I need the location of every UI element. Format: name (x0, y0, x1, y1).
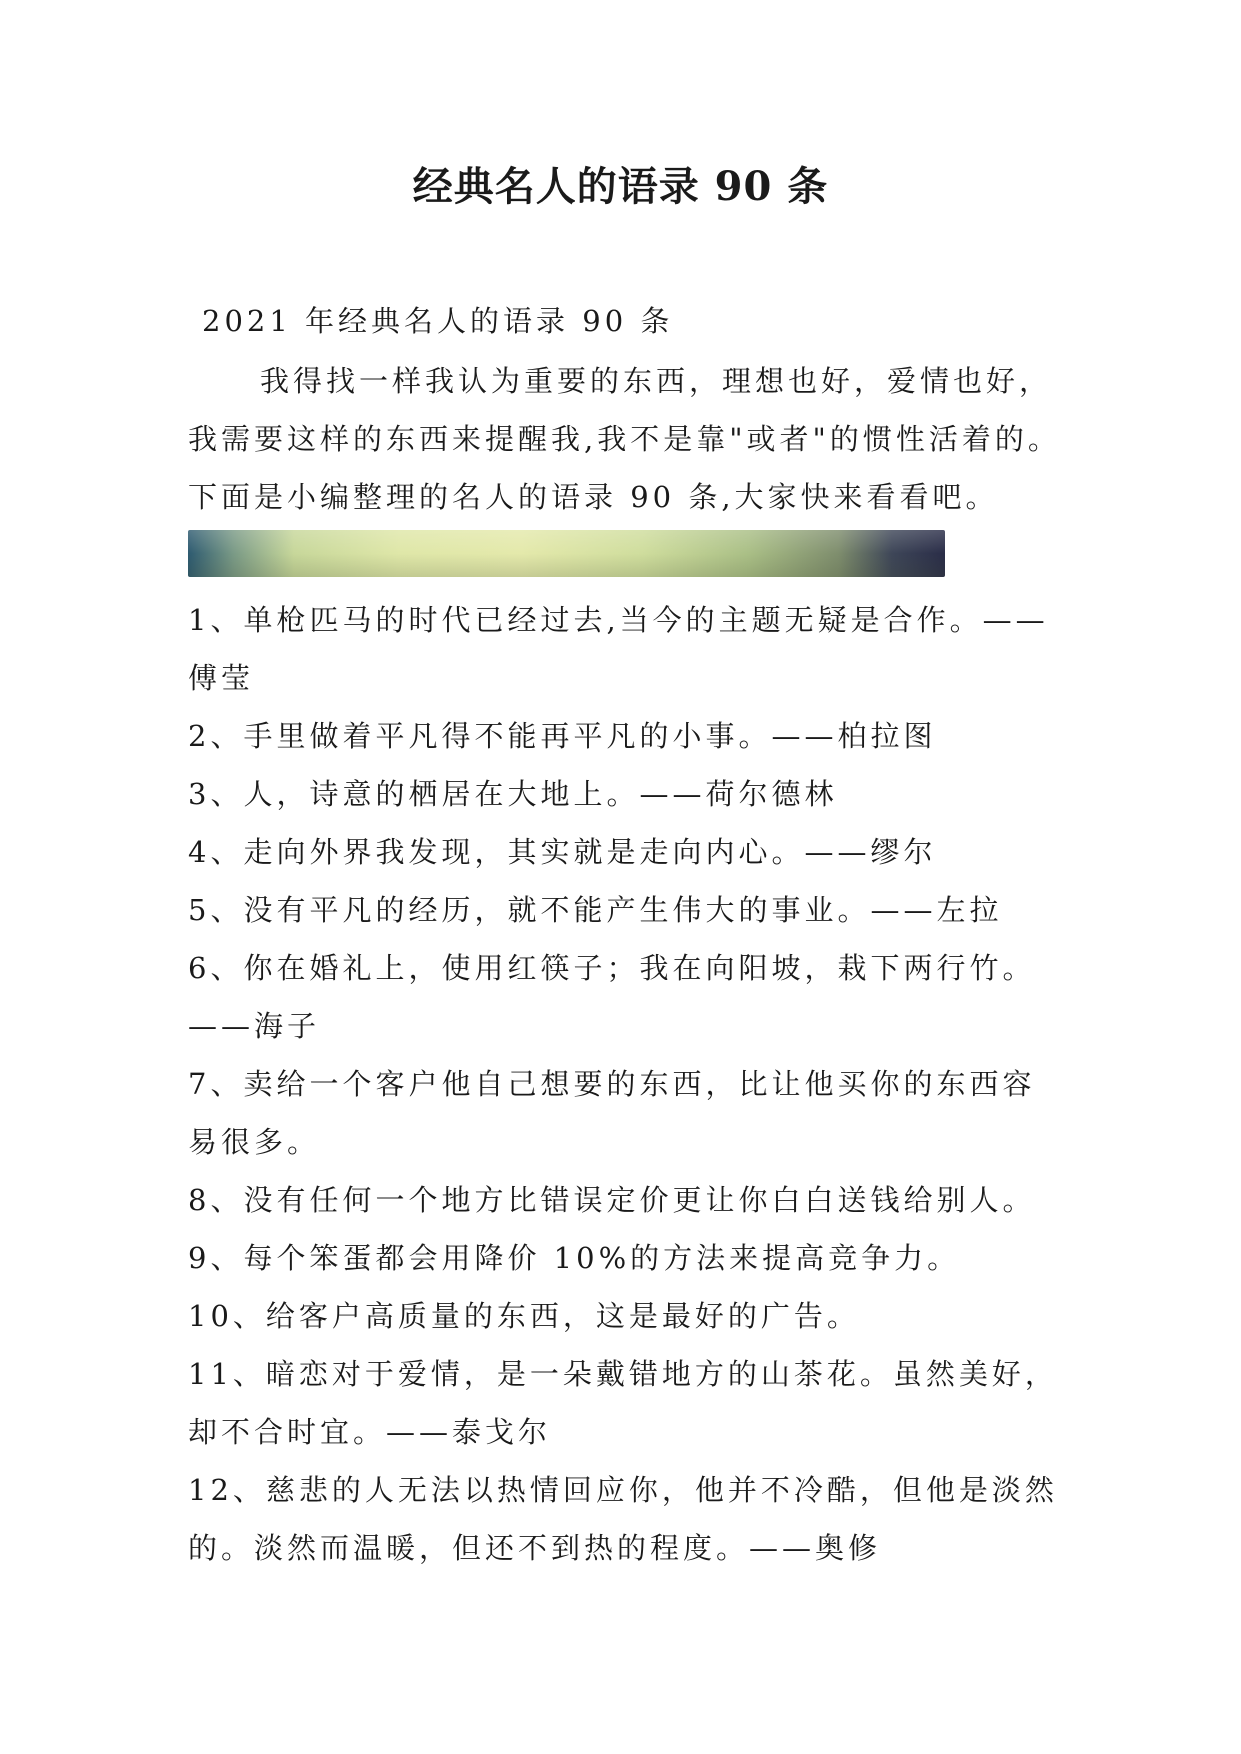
quote-item: 9、每个笨蛋都会用降价 10%的方法来提高竞争力。 (188, 1241, 961, 1275)
document-title: 经典名人的语录 90 条 (412, 163, 829, 210)
quote-item: 6、你在婚礼上，使用红筷子；我在向阳坡，栽下两行竹。——海子 (188, 951, 1036, 1043)
banner-image (188, 530, 945, 577)
quote-item: 3、人，诗意的栖居在大地上。——荷尔德林 (188, 777, 838, 811)
quote-item: 7、卖给一个客户他自己想要的东西，比让他买你的东西容易很多。 (188, 1067, 1036, 1159)
quote-item: 5、没有平凡的经历，就不能产生伟大的事业。——左拉 (188, 893, 1003, 927)
quote-item: 10、给客户高质量的东西，这是最好的广告。 (188, 1299, 860, 1333)
quote-item: 4、走向外界我发现，其实就是走向内心。——缪尔 (188, 835, 937, 869)
quote-item: 11、暗恋对于爱情，是一朵戴错地方的山茶花。虽然美好，却不合时宜。——泰戈尔 (188, 1357, 1058, 1449)
quote-item: 1、单枪匹马的时代已经过去,当今的主题无疑是合作。——傅莹 (188, 603, 1049, 695)
quote-item: 2、手里做着平凡得不能再平凡的小事。——柏拉图 (188, 719, 937, 753)
quote-item: 8、没有任何一个地方比错误定价更让你白白送钱给别人。 (188, 1183, 1036, 1217)
document-body (188, 290, 1068, 1577)
quote-item: 12、慈悲的人无法以热情回应你，他并不冷酷，但他是淡然的。淡然而温暖，但还不到热的程度。——奥修 (188, 1473, 1058, 1565)
document-subtitle: 2021 年经典名人的语录 90 条 (202, 304, 674, 338)
intro-paragraph: 我得找一样我认为重要的东西，理想也好，爱情也好，我需要这样的东西来提醒我,我不是靠"或者"的惯性活着的。下面是小编整理的名人的语录 90 条,大家快来看看吧。 (188, 364, 1061, 514)
